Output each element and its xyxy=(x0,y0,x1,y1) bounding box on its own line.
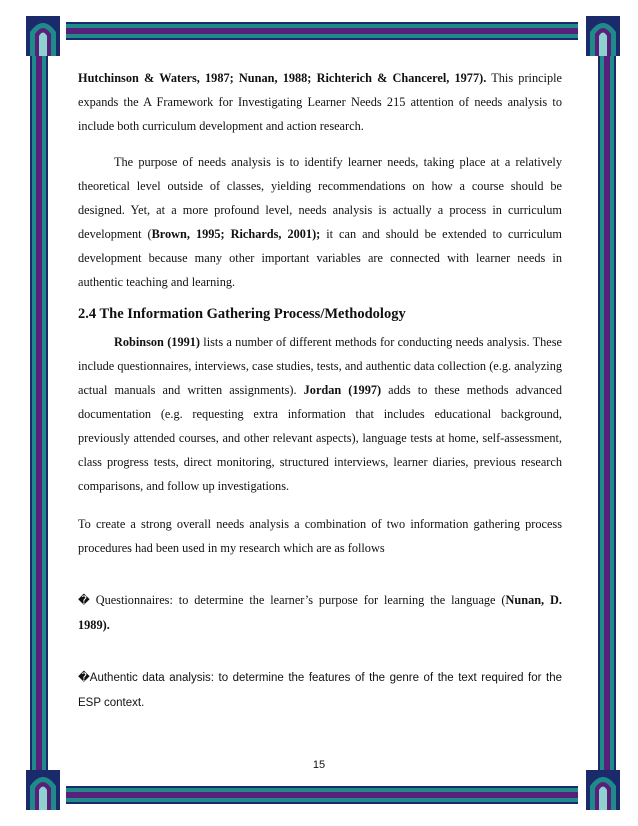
paragraph-purpose xyxy=(78,150,562,294)
paragraph-text: This principle expands the A Framework for Investigating Learner Needs 215 attention of needs analysis to include both curriculum development and action research. xyxy=(78,71,562,133)
page-border-left xyxy=(30,52,48,774)
paragraph-text: adds to these methods advanced documentation (e.g. requesting extra information that includes educational background, previously attended courses, and other relevant aspects), language tests at home, self-assessment, class progress tests, direct monitoring, structured interviews, learner diaries, previous research comparisons, and follow up investigations. xyxy=(78,383,562,493)
gothic-arch-corner-icon xyxy=(584,768,622,812)
paragraph-text: The purpose of needs analysis is to identify learner needs, taking place at a relatively theoretical level outside of classes, yielding recommendations on how a course should be designed. Yet, at a more profound level, needs analysis is actually a process in curriculum development ( xyxy=(78,155,562,241)
citation: Robinson (1991) xyxy=(114,335,200,349)
citation: Jordan (1997) xyxy=(303,383,382,397)
citation: Nunan, D. 1989). xyxy=(78,593,562,632)
gothic-arch-corner-icon xyxy=(584,14,622,58)
page-border-bottom xyxy=(66,786,578,804)
bullet-marker-icon: � xyxy=(78,672,90,684)
paragraph-procedures xyxy=(78,512,562,560)
bullet-text: Authentic data analysis: to determine the features of the genre of the text required for the ESP context. xyxy=(78,672,562,709)
paragraph-intro xyxy=(78,66,562,138)
document-body xyxy=(78,66,562,715)
citation: Brown, 1995; Richards, 2001); xyxy=(151,227,321,241)
citation: Hutchinson & Waters, 1987; Nunan, 1988; Richterich & Chancerel, 1977). xyxy=(78,71,487,85)
gothic-arch-corner-icon xyxy=(24,14,62,58)
bullet-authentic-data xyxy=(78,665,562,715)
paragraph-methods xyxy=(78,330,562,498)
bullet-text: Questionnaires: to determine the learner’s purpose for learning the language ( xyxy=(89,593,506,607)
gothic-arch-corner-icon xyxy=(24,768,62,812)
page-border-top xyxy=(66,22,578,40)
page-border-right xyxy=(598,52,616,774)
paragraph-text: it can and should be extended to curriculum development because many other important variables are connected with learner needs in authentic teaching and learning. xyxy=(78,227,562,289)
section-heading: 2.4 The Information Gathering Process/Methodology xyxy=(78,306,406,322)
paragraph-text: To create a strong overall needs analysis a combination of two information gathering process procedures had been used in my research which are as follows xyxy=(78,517,562,555)
bullet-marker-icon: � xyxy=(78,595,90,607)
bullet-questionnaires xyxy=(78,588,562,637)
paragraph-text: lists a number of different methods for conducting needs analysis. These include questionnaires, interviews, case studies, tests, and authentic data collection (e.g. analyzing actual manuals and written assignments). xyxy=(78,335,562,397)
page-number: 15 xyxy=(312,759,326,771)
